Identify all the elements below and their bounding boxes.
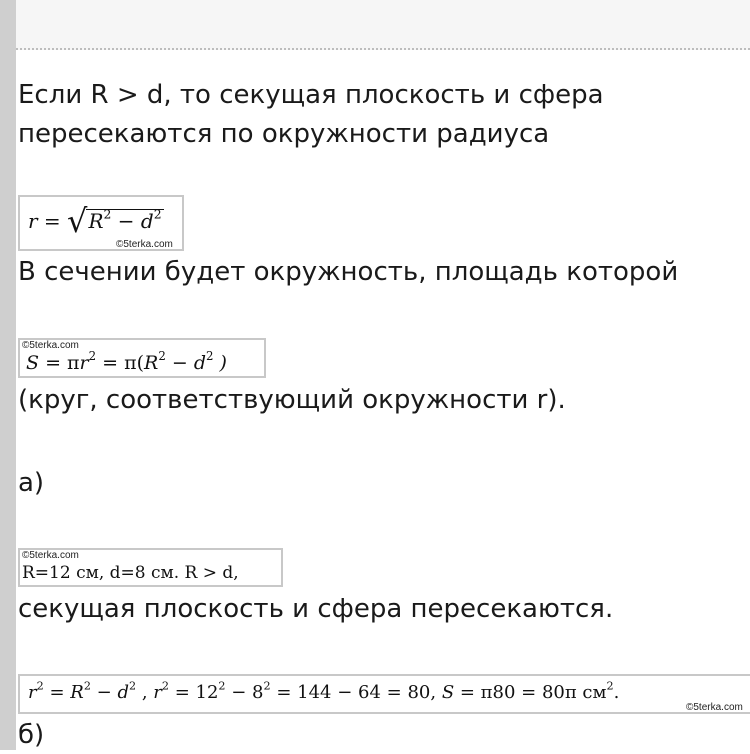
calc-exp-unit: 2 <box>606 679 614 693</box>
formula-area-eq-pi-open: = π( <box>96 352 145 374</box>
given-values: R=12 см, d=8 см. R > d, <box>22 563 239 583</box>
calc-exp: 2 <box>218 679 226 693</box>
label-part-b: б) <box>18 720 45 750</box>
formula-radius-exp-b: 2 <box>153 206 162 222</box>
given-values-box <box>18 548 283 587</box>
calc-exp: 2 <box>128 679 137 693</box>
formula-radius-box <box>18 195 184 251</box>
calc-8: − 8 <box>225 682 264 703</box>
paragraph-intersect: секущая плоскость и сфера пересекаются. <box>18 594 614 624</box>
calc-R: R <box>70 682 84 703</box>
calculation-box <box>18 674 750 714</box>
calc-12: = 12 <box>168 682 219 703</box>
calc-exp: 2 <box>263 679 271 693</box>
formula-area-r: r <box>79 352 89 374</box>
paragraph-condition-line2: пересекаются по окружности радиуса <box>18 119 550 149</box>
label-part-a: а) <box>18 468 45 498</box>
calc-eq: = <box>43 682 71 703</box>
calc-minus: − <box>90 682 118 703</box>
formula-area-minus: − <box>165 352 194 374</box>
formula-radius-minus: − <box>111 209 141 233</box>
watermark: ©5terka.com <box>116 239 173 250</box>
formula-radius <box>28 202 164 240</box>
calc-r2: r <box>153 682 162 703</box>
formula-radius-lhs: r <box>28 209 38 233</box>
calc-exp: 2 <box>36 679 44 693</box>
calc-period: . <box>613 682 620 703</box>
formula-area-exp-R: 2 <box>158 349 166 364</box>
watermark: ©5terka.com <box>22 550 79 561</box>
formula-area-box <box>18 338 266 378</box>
formula-radius-exp-a: 2 <box>103 206 112 222</box>
calc-exp: 2 <box>161 679 169 693</box>
formula-area-eq-pi: = π <box>39 352 80 374</box>
paragraph-section: В сечении будет окружность, площадь которой <box>18 257 679 287</box>
formula-area-exp-r: 2 <box>88 349 97 364</box>
formula-area-exp-d: 2 <box>206 349 214 364</box>
calc-r: r <box>28 682 37 703</box>
calc-S: S <box>441 682 455 703</box>
formula-area-close: ) <box>213 352 227 374</box>
watermark: ©5terka.com <box>686 702 743 713</box>
formula-radius-R: R <box>88 209 104 233</box>
calc-area-result: = π80 = 80π см <box>454 682 607 703</box>
calc-exp: 2 <box>83 679 91 693</box>
formula-radius-eq: = <box>37 209 68 233</box>
formula-area-R: R <box>144 352 159 374</box>
watermark: ©5terka.com <box>22 340 79 351</box>
calc-result-80: = 144 − 64 = 80, <box>270 682 442 703</box>
paragraph-condition-line1: Если R > d, то секущая плоскость и сфера <box>18 80 604 110</box>
formula-radius-radicand <box>86 206 163 233</box>
paragraph-circle-note: (круг, соответствующий окружности r). <box>18 385 566 415</box>
calculation-formula <box>28 679 620 703</box>
top-separator <box>16 0 750 50</box>
formula-area-S: S <box>26 352 40 374</box>
formula-area-d: d <box>193 352 207 374</box>
calc-d: d <box>117 682 129 703</box>
left-margin-bar <box>0 0 16 750</box>
formula-area <box>26 349 227 374</box>
formula-radius-d: d <box>140 209 154 233</box>
calc-sep: , <box>136 682 154 703</box>
sqrt-sign: √ <box>67 202 88 240</box>
